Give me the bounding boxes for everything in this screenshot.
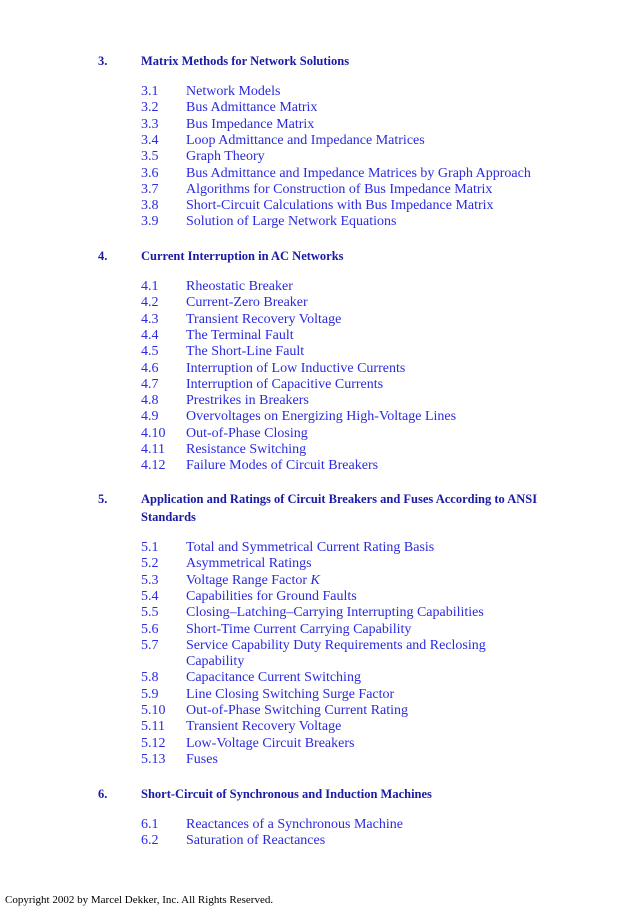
section-number: 5.8 — [141, 670, 159, 686]
section-title: Resistance Switching — [186, 442, 307, 457]
section-number: 3.6 — [141, 165, 159, 181]
section-number: 5.1 — [141, 540, 159, 555]
section-title: Reactances of a Synchronous Machine — [186, 817, 403, 832]
section-title: Failure Modes of Circuit Breakers — [186, 458, 379, 474]
section-title: Interruption of Capacitive Currents — [186, 376, 384, 392]
section-title: Voltage Range Factor K — [186, 572, 320, 588]
section-number: 4.5 — [141, 344, 159, 360]
section-number: 4.12 — [141, 458, 166, 474]
section-number: 5.12 — [141, 735, 166, 751]
section-title: Total and Symmetrical Current Rating Basis — [186, 540, 435, 555]
section-title: Service Capability Duty Requirements and Reclosing Capability — [186, 637, 486, 670]
section-title: Transient Recovery Voltage — [186, 311, 342, 327]
section-number: 3.4 — [141, 132, 159, 148]
section-number: 6.2 — [141, 833, 159, 849]
section-title: Solution of Large Network Equations — [186, 214, 397, 230]
section-title: Short-Time Current Carrying Capability — [186, 621, 412, 637]
section-title: Graph Theory — [186, 149, 265, 165]
section-number: 5.2 — [141, 556, 159, 572]
chapter-title: Short-Circuit of Synchronous and Induction Machines — [141, 787, 432, 801]
section-title: Out-of-Phase Closing — [186, 425, 308, 441]
section-number: 3.9 — [141, 214, 159, 230]
section-number: 5.7 — [141, 637, 159, 653]
section-title: Loop Admittance and Impedance Matrices — [186, 132, 425, 148]
section-number: 4.3 — [141, 311, 159, 327]
copyright-footer: Copyright 2002 by Marcel Dekker, Inc. All Rights Reserved. — [5, 894, 274, 906]
section-title: Capabilities for Ground Faults — [186, 588, 357, 604]
section-title: Low-Voltage Circuit Breakers — [186, 735, 355, 751]
chapter-title: Current Interruption in AC Networks — [141, 249, 344, 263]
section-title: Current-Zero Breaker — [186, 295, 308, 311]
section-title: Out-of-Phase Switching Current Rating — [186, 703, 409, 718]
section-number: 5.13 — [141, 751, 166, 767]
section-title: Asymmetrical Ratings — [186, 556, 312, 572]
chapter-number: 3. — [98, 54, 108, 68]
section-number: 4.2 — [141, 295, 159, 311]
section-number: 5.10 — [141, 703, 166, 718]
section-title: Rheostatic Breaker — [186, 279, 293, 294]
section-number: 5.6 — [141, 621, 159, 637]
chapter-number: 5. — [98, 492, 108, 506]
section-title: Network Models — [186, 84, 281, 99]
section-title: Fuses — [186, 751, 218, 767]
section-number: 3.1 — [141, 84, 159, 99]
factor-symbol: K — [310, 572, 320, 588]
section-title: Bus Admittance and Impedance Matrices by Graph Approach — [186, 165, 531, 181]
section-number: 4.11 — [141, 442, 165, 457]
section-title: Interruption of Low Inductive Currents — [186, 360, 406, 376]
section-title: Bus Impedance Matrix — [186, 116, 315, 132]
section-title: Bus Admittance Matrix — [186, 100, 318, 116]
section-title: Transient Recovery Voltage — [186, 719, 342, 735]
section-title: Algorithms for Construction of Bus Impedance Matrix — [186, 181, 493, 197]
section-number: 5.9 — [141, 686, 159, 702]
section-number: 4.1 — [141, 279, 159, 294]
section-title: The Short-Line Fault — [186, 344, 305, 360]
section-number: 4.7 — [141, 376, 159, 392]
section-title: Saturation of Reactances — [186, 833, 326, 849]
section-title: Short-Circuit Calculations with Bus Impedance Matrix — [186, 198, 494, 214]
chapter-title: Application and Ratings of Circuit Breakers and Fuses According to ANSI Standards — [141, 492, 538, 524]
section-number: 4.4 — [141, 327, 159, 343]
section-number: 3.8 — [141, 198, 159, 214]
chapter-number: 6. — [98, 787, 108, 801]
section-title: Prestrikes in Breakers — [186, 393, 309, 409]
chapter-number: 4. — [98, 249, 108, 263]
section-number: 4.6 — [141, 360, 159, 376]
section-number: 5.5 — [141, 605, 159, 621]
section-title: Line Closing Switching Surge Factor — [186, 686, 395, 702]
section-title: The Terminal Fault — [186, 327, 294, 343]
section-title: Capacitance Current Switching — [186, 670, 361, 686]
section-number: 4.9 — [141, 409, 159, 425]
section-number: 6.1 — [141, 817, 159, 832]
section-number: 5.3 — [141, 572, 159, 588]
chapter-title: Matrix Methods for Network Solutions — [141, 54, 350, 68]
section-number: 3.7 — [141, 181, 159, 197]
section-number: 4.10 — [141, 425, 166, 441]
section-number: 3.2 — [141, 100, 159, 116]
section-title: Overvoltages on Energizing High-Voltage Lines — [186, 409, 457, 425]
section-number: 5.4 — [141, 588, 159, 604]
section-number: 4.8 — [141, 393, 159, 409]
section-number: 5.11 — [141, 719, 165, 735]
section-title: Closing–Latching–Carrying Interrupting Capabilities — [186, 605, 484, 621]
section-number: 3.5 — [141, 149, 159, 165]
section-number: 3.3 — [141, 116, 159, 132]
